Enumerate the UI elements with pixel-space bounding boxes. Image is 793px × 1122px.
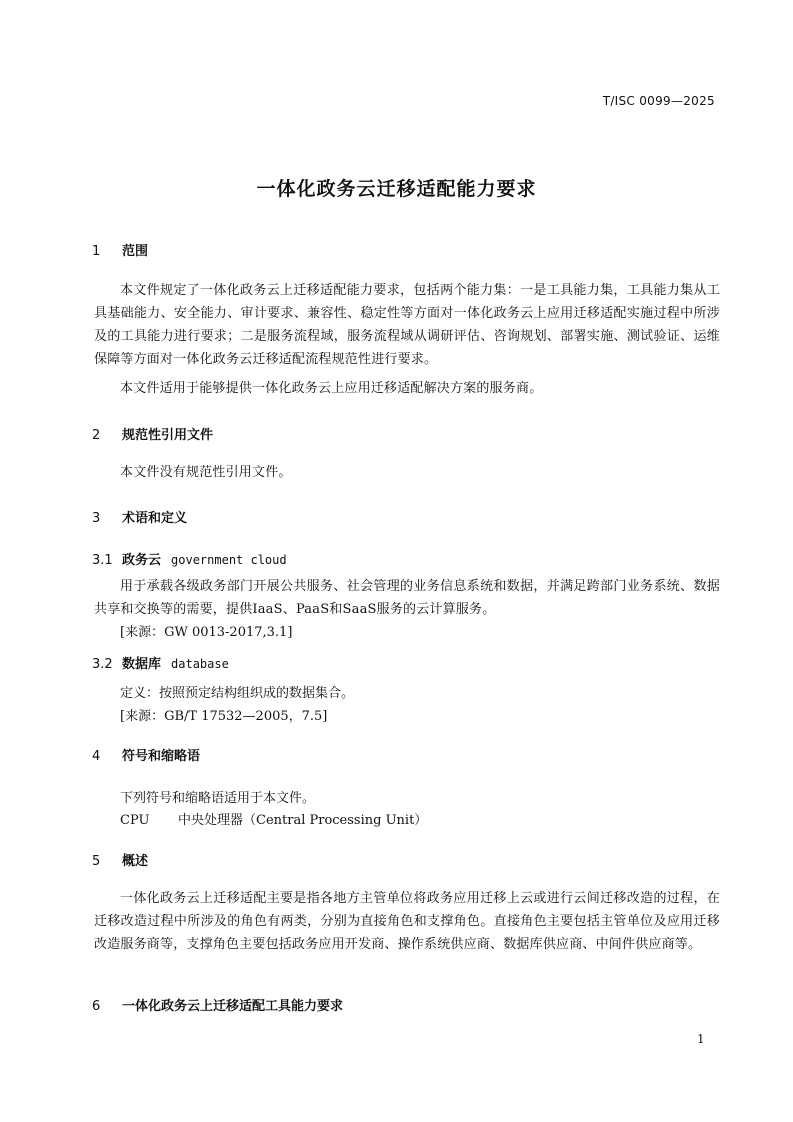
section-number: 3 <box>92 511 101 526</box>
section-number: 5 <box>92 854 101 869</box>
standard-code: T/ISC 0099—2025 <box>602 94 715 108</box>
term-name: 数据库 <box>122 657 162 672</box>
section-number: 4 <box>92 749 101 764</box>
section-2-paragraph: 本文件没有规范性引用文件。 <box>120 465 292 480</box>
section-5-paragraph: 一体化政务云上迁移适配主要是指各地方主管单位将政务应用迁移上云或进行云间迁移改造的过程，在迁移改造过程中所涉及的角色有两类，分别为直接角色和支撑角色。直接角色主要包括主管单位及应用迁移改造服务商等，支撑角色主要包括政务应用开发商、操作系统供应商、数据库供应商、中间件供应商等。 <box>94 891 720 952</box>
term-number: 3.2 <box>92 657 113 672</box>
term-english: government cloud <box>171 553 287 567</box>
term-english: database <box>171 657 229 671</box>
section-title: 术语和定义 <box>122 511 188 526</box>
section-6-heading <box>92 995 343 1014</box>
term-3-2-source: [来源：GB/T 17532—2005，7.5] <box>120 709 328 724</box>
section-title: 概述 <box>122 854 149 869</box>
section-title: 一体化政务云上迁移适配工具能力要求 <box>122 999 344 1014</box>
document-title: 一体化政务云迁移适配能力要求 <box>256 178 537 200</box>
abbreviation-value: 中央处理器（Central Processing Unit） <box>178 813 428 828</box>
term-3-1-heading <box>92 549 287 568</box>
section-1-heading <box>92 240 148 259</box>
section-1-paragraph-1: 本文件规定了一体化政务云上迁移适配能力要求，包括两个能力集：一是工具能力集，工具能力集从工具基础能力、安全能力、审计要求、兼容性、稳定性等方面对一体化政务云上应用迁移适配实施过程中所涉及的工具能力进行要求；二是服务流程域，服务流程域从调研评估、咨询规划、部署实施、测试验证、运维保障等方面对一体化政务云迁移适配流程规范性进行要求。 <box>94 283 720 367</box>
section-5-heading <box>92 850 148 869</box>
section-title: 规范性引用文件 <box>122 428 214 443</box>
section-number: 1 <box>92 244 101 259</box>
term-name: 政务云 <box>122 553 162 568</box>
section-4-heading <box>92 745 200 764</box>
abbreviation-row <box>120 809 427 828</box>
section-2-heading <box>92 424 213 443</box>
abbreviation-key: CPU <box>120 813 150 828</box>
term-3-1-definition: 用于承载各级政务部门开展公共服务、社会管理的业务信息系统和数据，并满足跨部门业务系统、数据共享和交换等的需要，提供IaaS、PaaS和SaaS服务的云计算服务。 <box>94 579 720 617</box>
section-4-paragraph: 下列符号和缩略语适用于本文件。 <box>120 791 316 806</box>
term-number: 3.1 <box>92 553 113 568</box>
term-3-2-heading <box>92 653 229 672</box>
section-1-paragraph-2: 本文件适用于能够提供一体化政务云上应用迁移适配解决方案的服务商。 <box>120 381 543 396</box>
term-3-1-source: [来源：GW 0013-2017,3.1] <box>120 625 293 640</box>
section-number: 6 <box>92 999 101 1014</box>
section-title: 范围 <box>122 244 149 259</box>
section-title: 符号和缩略语 <box>122 749 201 764</box>
term-3-2-definition: 定义：按照预定结构组织成的数据集合。 <box>120 686 355 701</box>
section-number: 2 <box>92 428 101 443</box>
page-number: 1 <box>697 1032 705 1046</box>
section-3-heading <box>92 507 187 526</box>
